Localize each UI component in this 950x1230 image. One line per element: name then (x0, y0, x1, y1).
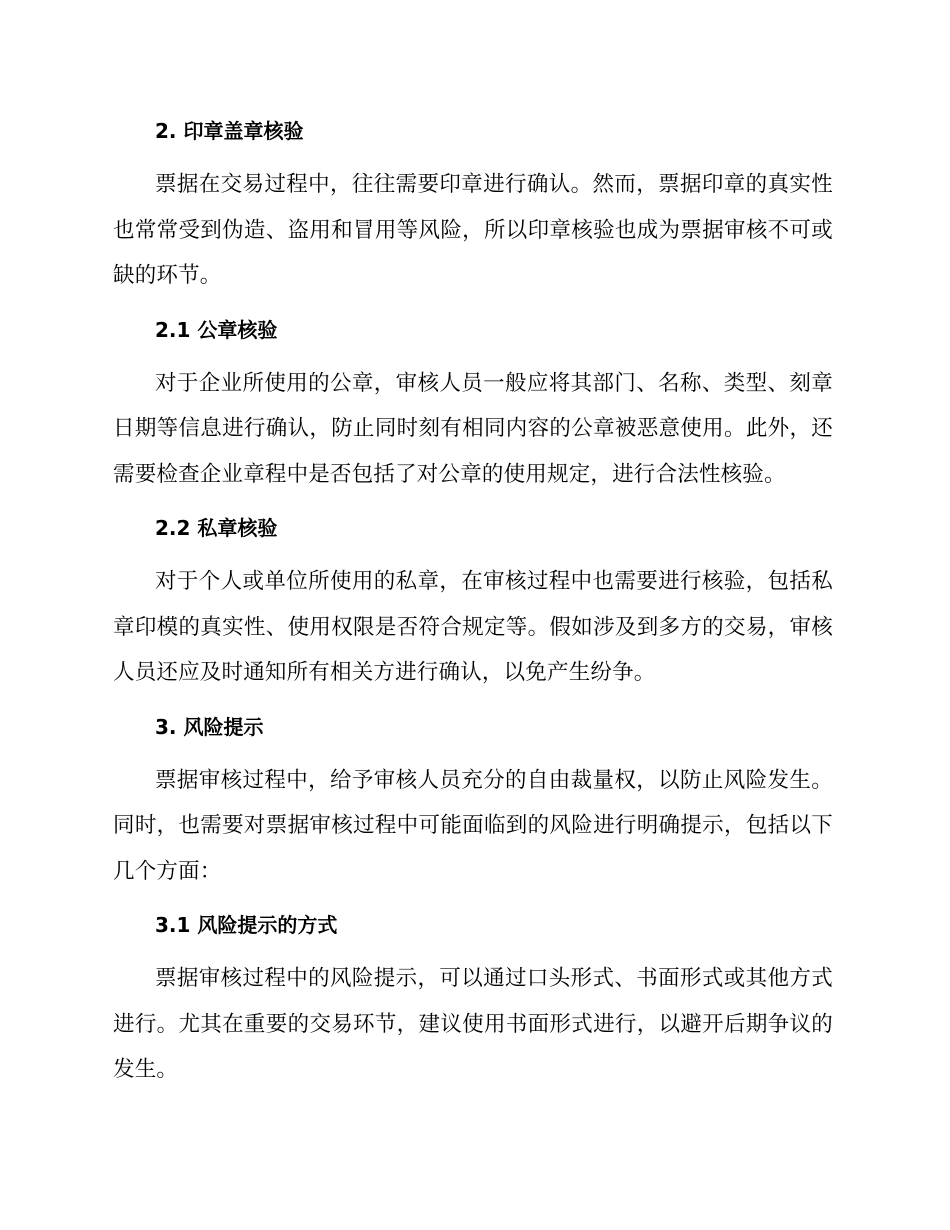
section-heading-3: 3. 风险提示 (155, 714, 264, 739)
section-paragraph-2-1: 对于企业所使用的公章，审核人员一般应将其部门、名称、类型、刻章日期等信息进行确认，防止同时刻有相同内容的公章被恶意使用。此外，还需要检查企业章程中是否包括了对公章的使用规定，进行合法性核验。 (113, 370, 833, 487)
section-paragraph-2-2: 对于个人或单位所使用的私章，在审核过程中也需要进行核验，包括私章印模的真实性、使用权限是否符合规定等。假如涉及到多方的交易，审核人员还应及时通知所有相关方进行确认，以免产生纷争。 (113, 569, 833, 685)
section-heading-2-2: 2.2 私章核验 (155, 516, 278, 540)
section-heading-2-1: 2.1 公章核验 (155, 317, 278, 342)
section-paragraph-3: 票据审核过程中，给予审核人员充分的自由裁量权，以防止风险发生。同时，也需要对票据审核过程中可能面临到的风险进行明确提示，包括以下几个方面： (113, 767, 833, 884)
section-paragraph-3-1: 票据审核过程中的风险提示，可以通过口头形式、书面形式或其他方式进行。尤其在重要的交易环节，建议使用书面形式进行，以避开后期争议的发生。 (113, 966, 833, 1082)
document-body (113, 108, 833, 1093)
section-paragraph-2: 票据在交易过程中，往往需要印章进行确认。然而，票据印章的真实性也常常受到伪造、盗用和冒用等风险，所以印章核验也成为票据审核不可或缺的环节。 (113, 172, 833, 288)
section-heading-2: 2. 印章盖章核验 (155, 119, 304, 143)
section-heading-3-1: 3.1 风险提示的方式 (155, 913, 338, 937)
